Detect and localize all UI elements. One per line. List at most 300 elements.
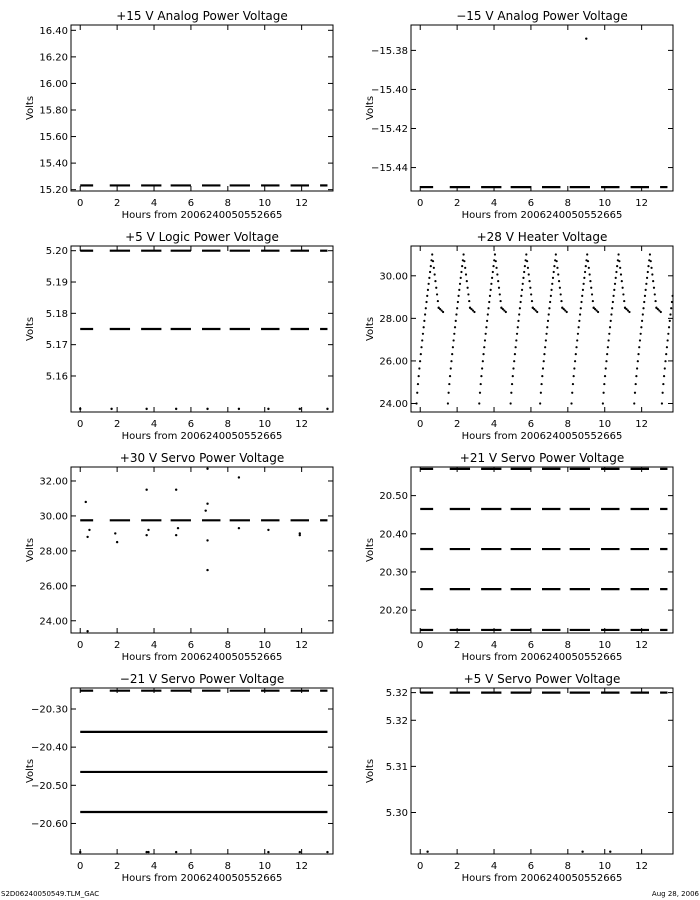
data-point	[486, 320, 488, 322]
y-tick-label: 5.30	[385, 808, 408, 819]
x-tick-label: 2	[113, 640, 121, 651]
footer-date: Aug 28, 2006	[651, 890, 699, 898]
chart-title: +30 V Servo Power Voltage	[119, 451, 285, 465]
data-point	[654, 300, 656, 302]
data-point	[641, 320, 643, 322]
data-point	[510, 392, 512, 394]
data-point	[549, 301, 551, 303]
x-tick-label: 12	[295, 861, 309, 872]
data-point	[517, 326, 519, 328]
data-point	[483, 346, 485, 348]
data-point	[415, 402, 417, 404]
y-tick-label: −20.60	[30, 818, 68, 830]
data-point	[639, 339, 641, 341]
data-point	[490, 283, 492, 285]
data-point	[542, 367, 544, 369]
data-point	[575, 353, 577, 355]
data-point	[662, 383, 664, 385]
data-point	[633, 402, 635, 404]
x-tick-label: 10	[258, 198, 272, 209]
x-axis-label: Hours from 2006240050552665	[461, 431, 623, 442]
data-point	[577, 333, 579, 335]
data-point	[510, 402, 512, 404]
y-tick-label: 26.00	[379, 356, 408, 368]
data-point	[419, 360, 421, 362]
y-tick-label: 15.60	[39, 132, 68, 144]
y-axis-label: Volts	[25, 537, 36, 563]
data-point	[435, 287, 437, 289]
data-point	[646, 277, 648, 279]
data-point	[559, 287, 561, 289]
data-point	[520, 301, 522, 303]
y-tick-label: 15.20	[39, 185, 68, 197]
data-point	[434, 273, 436, 275]
y-tick-label: 5.16	[45, 371, 68, 383]
data-point	[572, 383, 574, 385]
data-point	[578, 326, 580, 328]
data-point	[431, 253, 433, 255]
y-tick-label: −20.40	[30, 742, 68, 754]
data-point	[432, 260, 434, 262]
x-tick-label: 12	[635, 640, 649, 651]
x-tick-label: 8	[224, 640, 232, 651]
data-point	[612, 301, 614, 303]
data-point	[489, 295, 491, 297]
data-point	[634, 392, 636, 394]
x-tick-label: 8	[224, 198, 232, 209]
data-point	[453, 339, 455, 341]
chart-panel-2	[365, 9, 673, 221]
data-point	[586, 253, 588, 255]
data-point	[644, 295, 646, 297]
data-point	[480, 383, 482, 385]
data-point	[585, 265, 587, 267]
data-point	[424, 313, 426, 315]
data-point	[584, 271, 586, 273]
data-point	[416, 392, 418, 394]
data-point	[611, 307, 613, 309]
data-point	[512, 367, 514, 369]
data-point	[436, 293, 438, 295]
data-point	[468, 300, 470, 302]
x-tick-label: 2	[453, 419, 461, 430]
data-point	[543, 360, 545, 362]
chart-title: −15 V Analog Power Voltage	[456, 9, 628, 23]
x-tick-label: 8	[564, 861, 572, 872]
data-point	[614, 283, 616, 285]
y-tick-label: 20.30	[379, 567, 408, 579]
data-point	[420, 353, 422, 355]
data-point	[609, 326, 611, 328]
x-tick-label: 10	[258, 640, 272, 651]
data-point	[467, 293, 469, 295]
data-point	[622, 287, 624, 289]
data-point	[560, 300, 562, 302]
data-point	[539, 402, 541, 404]
data-point	[206, 502, 208, 504]
data-point	[615, 271, 617, 273]
data-point	[453, 333, 455, 335]
y-axis-label: Volts	[365, 95, 376, 121]
x-tick-label: 2	[453, 198, 461, 209]
data-point	[640, 326, 642, 328]
data-point	[428, 277, 430, 279]
data-point	[450, 367, 452, 369]
data-point	[605, 360, 607, 362]
data-point	[485, 333, 487, 335]
data-point	[543, 353, 545, 355]
data-point	[544, 346, 546, 348]
x-tick-label: 4	[150, 419, 158, 430]
data-point	[665, 353, 667, 355]
data-point	[556, 260, 558, 262]
data-point	[608, 333, 610, 335]
data-point	[147, 529, 149, 531]
y-tick-label: 32.00	[39, 476, 68, 488]
x-tick-label: 4	[490, 861, 498, 872]
data-point	[654, 293, 656, 295]
x-tick-label: 2	[113, 861, 121, 872]
data-point	[175, 534, 177, 536]
y-axis-label: Volts	[365, 537, 376, 563]
data-point	[548, 313, 550, 315]
data-point	[422, 333, 424, 335]
data-point	[553, 265, 555, 267]
data-point	[613, 289, 615, 291]
data-point	[206, 569, 208, 571]
data-point	[420, 346, 422, 348]
data-point	[635, 383, 637, 385]
data-point	[147, 851, 149, 853]
x-tick-label: 0	[417, 861, 424, 872]
chart-title: +21 V Servo Power Voltage	[459, 451, 625, 465]
y-tick-label: 5.32	[385, 715, 408, 727]
data-point	[418, 367, 420, 369]
data-point	[623, 300, 625, 302]
data-point	[460, 271, 462, 273]
y-tick-label: 30.00	[39, 511, 68, 523]
data-point	[575, 346, 577, 348]
data-point	[592, 300, 594, 302]
data-point	[417, 383, 419, 385]
data-point	[558, 280, 560, 282]
data-point	[515, 339, 517, 341]
data-point	[206, 408, 208, 410]
data-point	[610, 313, 612, 315]
data-point	[522, 283, 524, 285]
data-point	[622, 293, 624, 295]
data-point	[660, 311, 662, 313]
plot-frame	[71, 25, 333, 191]
y-tick-label: 5.31	[385, 761, 408, 773]
y-axis-label: Volts	[25, 758, 36, 784]
y-tick-label: −15.44	[370, 163, 408, 175]
data-point	[460, 277, 462, 279]
x-tick-label: 6	[527, 198, 535, 209]
data-point	[580, 307, 582, 309]
x-tick-label: 0	[417, 198, 424, 209]
data-point	[664, 360, 666, 362]
data-point	[647, 265, 649, 267]
chart-title: −21 V Servo Power Voltage	[119, 672, 285, 686]
y-axis-label: Volts	[365, 316, 376, 342]
data-point	[669, 313, 671, 315]
data-point	[553, 271, 555, 273]
data-point	[526, 260, 528, 262]
data-point	[609, 850, 611, 852]
x-axis-label: Hours from 2006240050552665	[461, 873, 623, 884]
data-point	[664, 367, 666, 369]
data-point	[473, 311, 475, 313]
data-point	[573, 375, 575, 377]
y-tick-label: 15.80	[39, 105, 68, 117]
y-tick-label: 24.00	[39, 616, 68, 628]
data-point	[451, 353, 453, 355]
data-point	[585, 37, 587, 39]
y-tick-label: 5.20	[45, 246, 68, 258]
x-tick-label: 12	[635, 198, 649, 209]
data-point	[545, 333, 547, 335]
data-point	[79, 408, 81, 410]
data-point	[175, 851, 177, 853]
chart-title: +5 V Servo Power Voltage	[463, 672, 621, 686]
data-point	[589, 273, 591, 275]
data-point	[573, 367, 575, 369]
data-point	[498, 287, 500, 289]
data-point	[447, 402, 449, 404]
data-point	[528, 273, 530, 275]
data-point	[434, 280, 436, 282]
x-tick-label: 8	[564, 198, 572, 209]
data-point	[425, 301, 427, 303]
x-tick-label: 0	[417, 419, 424, 430]
x-tick-label: 4	[150, 640, 158, 651]
x-tick-label: 6	[527, 419, 535, 430]
data-point	[505, 311, 507, 313]
y-tick-label: −20.50	[30, 780, 68, 792]
data-point	[206, 539, 208, 541]
data-point	[583, 283, 585, 285]
data-point	[177, 527, 179, 529]
data-point	[430, 265, 432, 267]
data-point	[480, 375, 482, 377]
data-point	[85, 501, 87, 503]
data-point	[530, 293, 532, 295]
y-tick-label: 20.20	[379, 605, 408, 617]
data-point	[433, 267, 435, 269]
data-point	[590, 287, 592, 289]
data-point	[574, 360, 576, 362]
data-point	[449, 375, 451, 377]
data-point	[495, 260, 497, 262]
data-point	[267, 529, 269, 531]
y-tick-label: −20.30	[30, 704, 68, 716]
data-point	[465, 273, 467, 275]
data-point	[583, 277, 585, 279]
data-point	[615, 277, 617, 279]
chart-title: +15 V Analog Power Voltage	[116, 9, 288, 23]
data-point	[607, 346, 609, 348]
data-point	[671, 301, 673, 303]
x-tick-label: 2	[113, 198, 121, 209]
data-point	[547, 320, 549, 322]
x-tick-label: 6	[187, 419, 195, 430]
data-point	[672, 295, 674, 297]
data-point	[428, 283, 430, 285]
data-point	[516, 333, 518, 335]
plot-frame	[71, 467, 333, 633]
data-point	[487, 313, 489, 315]
data-point	[418, 375, 420, 377]
plot-frame	[411, 25, 673, 191]
data-point	[448, 392, 450, 394]
data-point	[487, 307, 489, 309]
data-point	[643, 301, 645, 303]
data-point	[560, 293, 562, 295]
data-point	[175, 489, 177, 491]
data-point	[570, 402, 572, 404]
data-point	[145, 489, 147, 491]
data-point	[580, 301, 582, 303]
x-tick-label: 0	[77, 861, 84, 872]
data-point	[452, 346, 454, 348]
plot-frame	[411, 688, 673, 854]
data-point	[462, 253, 464, 255]
data-point	[512, 375, 514, 377]
data-point	[520, 295, 522, 297]
data-point	[578, 320, 580, 322]
data-point	[79, 851, 81, 853]
data-point	[669, 320, 671, 322]
x-tick-label: 10	[258, 861, 272, 872]
chart-panel-6	[365, 451, 673, 663]
x-tick-label: 10	[258, 419, 272, 430]
data-point	[521, 289, 523, 291]
data-point	[557, 273, 559, 275]
data-point	[485, 326, 487, 328]
data-point	[529, 287, 531, 289]
data-point	[603, 383, 605, 385]
data-point	[620, 273, 622, 275]
y-tick-label: 5.17	[45, 340, 68, 352]
data-point	[86, 630, 88, 632]
data-point	[525, 253, 527, 255]
data-point	[448, 383, 450, 385]
data-point	[267, 408, 269, 410]
y-axis-label: Volts	[25, 95, 36, 121]
data-point	[645, 289, 647, 291]
y-tick-label: −15.42	[370, 124, 408, 136]
data-point	[556, 267, 558, 269]
data-point	[661, 402, 663, 404]
data-point	[484, 339, 486, 341]
data-point	[653, 287, 655, 289]
data-point	[642, 313, 644, 315]
x-tick-label: 4	[150, 861, 158, 872]
y-tick-label: 28.00	[379, 313, 408, 325]
data-point	[638, 346, 640, 348]
x-tick-label: 10	[598, 640, 612, 651]
chart-panel-3	[25, 230, 333, 442]
data-point	[517, 320, 519, 322]
data-point	[597, 311, 599, 313]
data-point	[522, 277, 524, 279]
x-tick-label: 8	[564, 419, 572, 430]
y-tick-label: 16.40	[39, 25, 68, 37]
data-point	[116, 541, 118, 543]
data-point	[555, 253, 557, 255]
y-tick-label: 24.00	[379, 398, 408, 410]
data-point	[145, 408, 147, 410]
data-point	[492, 265, 494, 267]
data-point	[499, 293, 501, 295]
data-point	[606, 353, 608, 355]
data-point	[619, 267, 621, 269]
data-point	[425, 307, 427, 309]
data-point	[667, 333, 669, 335]
data-point	[545, 339, 547, 341]
data-point	[457, 301, 459, 303]
x-tick-label: 6	[187, 861, 195, 872]
x-tick-label: 2	[113, 419, 121, 430]
x-tick-label: 12	[635, 861, 649, 872]
x-tick-label: 6	[527, 861, 535, 872]
data-point	[636, 367, 638, 369]
data-point	[455, 320, 457, 322]
data-point	[459, 283, 461, 285]
data-point	[576, 339, 578, 341]
x-tick-label: 4	[490, 640, 498, 651]
data-point	[466, 280, 468, 282]
data-point	[464, 267, 466, 269]
data-point	[612, 295, 614, 297]
data-point	[650, 260, 652, 262]
data-point	[571, 392, 573, 394]
y-tick-label: −15.38	[370, 45, 408, 57]
x-tick-label: 10	[598, 419, 612, 430]
data-point	[635, 375, 637, 377]
data-point	[621, 280, 623, 282]
data-point	[494, 253, 496, 255]
data-point	[668, 326, 670, 328]
x-tick-label: 0	[77, 419, 84, 430]
data-point	[589, 280, 591, 282]
data-point	[455, 313, 457, 315]
data-point	[238, 408, 240, 410]
data-point	[628, 311, 630, 313]
data-point	[423, 320, 425, 322]
data-point	[110, 408, 112, 410]
data-point	[481, 367, 483, 369]
data-point	[536, 311, 538, 313]
x-tick-label: 10	[598, 198, 612, 209]
data-point	[588, 267, 590, 269]
x-tick-label: 6	[527, 640, 535, 651]
data-point	[421, 339, 423, 341]
chart-panel-1	[25, 9, 333, 221]
x-tick-label: 12	[295, 198, 309, 209]
x-tick-label: 4	[490, 198, 498, 209]
data-point	[482, 360, 484, 362]
data-point	[454, 326, 456, 328]
x-axis-label: Hours from 2006240050552665	[461, 210, 623, 221]
data-point	[551, 283, 553, 285]
chart-panel-4	[365, 230, 674, 442]
data-point	[511, 383, 513, 385]
data-point	[491, 277, 493, 279]
x-tick-label: 12	[295, 640, 309, 651]
data-point	[88, 529, 90, 531]
